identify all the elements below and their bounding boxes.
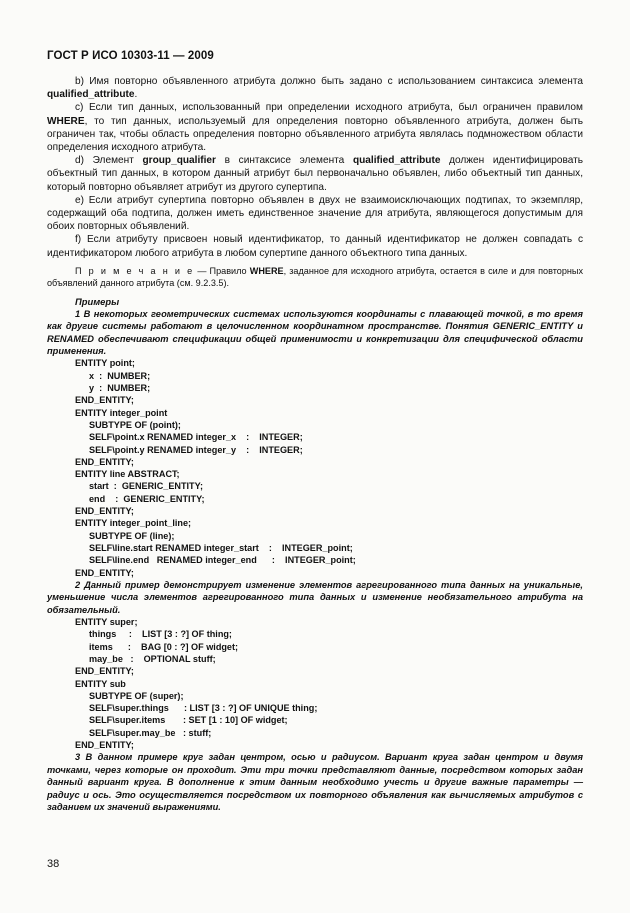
- code-line: SELF\point.x RENAMED integer_x : INTEGER;: [89, 432, 303, 443]
- example-1: 1 В некоторых геометрических системах используются координаты с плавающей точкой, в то время как другие системы работают в целочисленном координатном пространстве. Понятия GENERIC_ENTITY и RENAMED обеспечивают спецификации общей применимости и конкретизации для специфической области применения.: [47, 308, 583, 357]
- code-line: ENTITY line ABSTRACT;: [75, 469, 180, 480]
- code-line: y : NUMBER;: [89, 383, 151, 394]
- code-line: SELF\point.y RENAMED integer_y : INTEGER;: [89, 444, 303, 455]
- page-number: 38: [47, 858, 60, 870]
- paragraph-d-mid: в синтаксисе элемента: [224, 155, 345, 167]
- code-line: END_ENTITY;: [75, 666, 134, 677]
- identifier-group-qualifier: group_qualifier: [142, 155, 216, 167]
- paragraph-c-pre: c) Если тип данных, использованный при определении исходного атрибута, был ограничен правилом: [75, 102, 583, 114]
- code-line: SELF\line.start RENAMED integer_start : INTEGER_point;: [89, 542, 353, 553]
- paragraph-c: [47, 101, 583, 154]
- code-line: SELF\line.end RENAMED integer_end : INTEGER_point;: [89, 555, 356, 566]
- paragraph-d: [47, 154, 583, 194]
- code-line: END_ENTITY;: [75, 395, 134, 406]
- paragraph-c-text: , то тип данных, используемый для определения повторно объявленного атрибута, должен быть ограничен так, чтобы область определения повторно объявленного атрибута являлась подмножеством области определения исходного атрибута.: [47, 115, 583, 154]
- identifier-where: WHERE: [47, 115, 85, 127]
- code-line: items : BAG [0 : ?] OF widget;: [89, 641, 239, 652]
- code-line: ENTITY sub: [75, 678, 126, 689]
- examples-heading: Примеры: [75, 295, 120, 307]
- paragraph-b: [47, 75, 583, 101]
- code-line: ENTITY point;: [75, 358, 135, 369]
- code-line: ENTITY super;: [75, 617, 138, 628]
- code-line: end : GENERIC_ENTITY;: [89, 493, 205, 504]
- note-identifier-where: WHERE: [249, 265, 284, 276]
- code-line: END_ENTITY;: [75, 456, 134, 467]
- code-line: ENTITY integer_point: [75, 407, 168, 418]
- note: [47, 265, 583, 290]
- paragraph-d-pre: d) Элемент: [75, 155, 134, 167]
- paragraph-b-tail: .: [134, 89, 138, 101]
- paragraph-d-text: должен идентифицировать объектный тип данных, в котором данный атрибут был первоначально объявлен, либо объектный тип данных, который повторно объявляет атрибут из другого супертипа.: [47, 155, 583, 193]
- example-3: 3 В данном примере круг задан центром, осью и радиусом. Вариант круга задан центром и двумя точками, через которые он проходит. Эти три точки представляют данные, посредством которых задан данный вариант круга. В дополнение к этим данным необходимо учесть и другие важные параметры — радиус и ось. Это осуществляется посредством их повторного объявления как вычисляемых атрибутов с заданием их значений выражениями.: [47, 752, 583, 812]
- note-label: П р и м е ч а н и е: [75, 265, 195, 276]
- code-line: END_ENTITY;: [75, 506, 134, 517]
- code-line: may_be : OPTIONAL stuff;: [89, 653, 216, 664]
- paragraph-f: f) Если атрибуту присвоен новый идентификатор, то данный идентификатор не должен совпадать с идентификатором любого атрибута в любом супертипе данного объектного типа данных.: [47, 234, 583, 259]
- code-line: x : NUMBER;: [89, 370, 151, 381]
- code-line: ENTITY integer_point_line;: [75, 518, 192, 529]
- code-line: SUBTYPE OF (line);: [89, 530, 175, 541]
- code-line: things : LIST [3 : ?] OF thing;: [89, 629, 232, 640]
- code-line: SUBTYPE OF (super);: [89, 690, 184, 701]
- code-line: SUBTYPE OF (point);: [89, 419, 181, 430]
- note-text: , заданное для исходного атрибута, остается в силе и для повторных объявлений данного атрибута (см. 9.2.3.5).: [47, 265, 583, 289]
- code-line: SELF\super.items : SET [1 : 10] OF widget;: [89, 715, 288, 726]
- code-line: start : GENERIC_ENTITY;: [89, 481, 204, 492]
- code-block-2: [47, 616, 583, 751]
- example-2: 2 Данный пример демонстрирует изменение элементов агрегированного типа данных на уникальные, уменьшение числа элементов агрегированного типа данных и изменение необязательного атрибута на обязательный.: [47, 579, 583, 615]
- page-header: ГОСТ Р ИСО 10303-11 — 2009: [47, 50, 214, 62]
- code-line: END_ENTITY;: [75, 740, 134, 751]
- identifier-qualified-attribute-2: qualified_attribute: [352, 155, 441, 167]
- code-line: SELF\super.things : LIST [3 : ?] OF UNIQUE thing;: [89, 703, 318, 714]
- code-line: SELF\super.may_be : stuff;: [89, 727, 212, 738]
- paragraph-e: e) Если атрибут супертипа повторно объявлен в двух не взаимоисключающих подтипах, то экземпляр, содержащий оба подтипа, должен иметь единственное значение для атрибута, являющегося допустимым для обоих повторных объявлений.: [47, 194, 583, 233]
- note-pre: — Правило: [197, 265, 247, 276]
- code-line: END_ENTITY;: [75, 567, 134, 578]
- identifier-qualified-attribute: qualified_attribute: [47, 89, 135, 101]
- page-content: [47, 75, 583, 813]
- paragraph-b-text: b) Имя повторно объявленного атрибута должно быть задано с использованием синтаксиса элемента: [75, 76, 583, 87]
- code-block-1: [47, 357, 583, 578]
